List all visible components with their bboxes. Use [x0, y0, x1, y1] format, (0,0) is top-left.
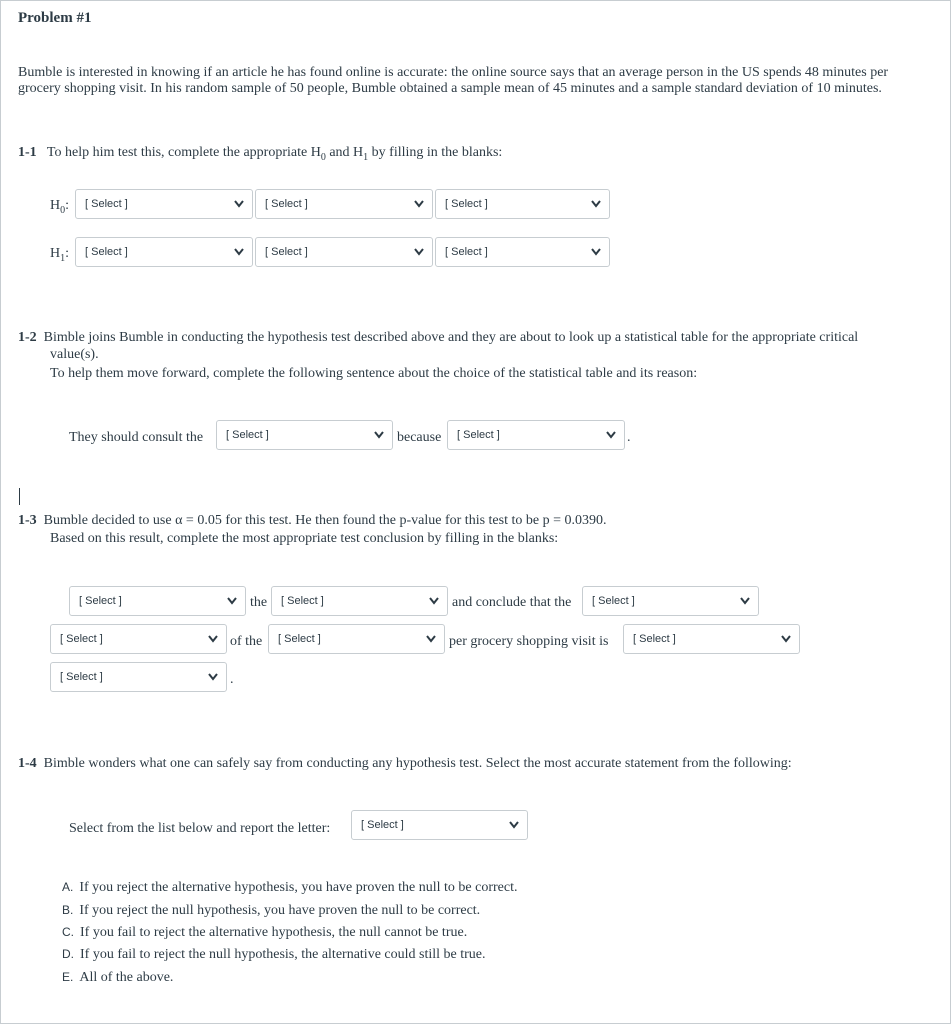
h0-select-3[interactable] — [435, 189, 610, 219]
option-c — [62, 925, 467, 941]
question-number: 1-1 — [18, 145, 37, 160]
because-label: because — [397, 430, 442, 445]
question-1-2-line3: To help them move forward, complete the following sentence about the choice of the statistical table and its reason: — [50, 366, 698, 381]
subscript: 0 — [60, 204, 66, 216]
consult-label: They should consult the — [69, 430, 204, 445]
h0-select-1[interactable] — [75, 189, 253, 219]
chevron-down-icon — [426, 635, 436, 643]
chevron-down-icon — [414, 248, 424, 256]
reason-select[interactable] — [447, 420, 625, 450]
chevron-down-icon — [374, 431, 384, 439]
subscript: 1 — [60, 252, 66, 264]
h1-select-1[interactable] — [75, 237, 253, 267]
table-select[interactable] — [216, 420, 393, 450]
select-placeholder: [ Select ] — [226, 429, 269, 441]
colon: : — [65, 246, 70, 261]
option-letter: A. — [62, 880, 74, 894]
subscript: 1 — [363, 151, 369, 163]
h1-select-2[interactable] — [255, 237, 433, 267]
parameter-select[interactable] — [582, 586, 759, 616]
period: . — [627, 430, 631, 445]
chevron-down-icon — [234, 248, 244, 256]
question-text: and H — [325, 145, 364, 160]
per-visit-label: per grocery shopping visit is — [449, 634, 609, 649]
chevron-down-icon — [591, 248, 601, 256]
question-1-4-heading — [18, 756, 792, 772]
population-select[interactable] — [268, 624, 445, 654]
chevron-down-icon — [781, 635, 791, 643]
letter-prompt: Select from the list below and report the letter: — [69, 821, 331, 836]
option-text: If you fail to reject the alternative hypothesis, the null cannot be true. — [80, 925, 468, 940]
question-number: 1-3 — [18, 513, 37, 528]
hypothesis-select[interactable] — [271, 586, 448, 616]
comparison-select[interactable] — [623, 624, 800, 654]
question-text: Bumble decided to use α = 0.05 for this test. He then found the p-value for this test to be p = 0.0390. — [43, 513, 607, 528]
chevron-down-icon — [208, 673, 218, 681]
chevron-down-icon — [208, 635, 218, 643]
h1-label — [50, 246, 69, 264]
option-text: If you reject the null hypothesis, you have proven the null to be correct. — [79, 903, 481, 918]
select-placeholder: [ Select ] — [592, 595, 635, 607]
option-letter: B. — [62, 903, 74, 917]
question-number: 1-2 — [18, 330, 37, 345]
select-placeholder: [ Select ] — [457, 429, 500, 441]
chevron-down-icon — [606, 431, 616, 439]
period: . — [230, 672, 234, 687]
select-placeholder: [ Select ] — [633, 633, 676, 645]
h0-select-2[interactable] — [255, 189, 433, 219]
problem-title: Problem #1 — [18, 10, 92, 26]
select-placeholder: [ Select ] — [265, 198, 308, 210]
question-text: by filling in the blanks: — [368, 145, 503, 160]
select-placeholder: [ Select ] — [85, 198, 128, 210]
h1-select-3[interactable] — [435, 237, 610, 267]
select-placeholder: [ Select ] — [265, 246, 308, 258]
problem-intro: Bumble is interested in knowing if an article he has found online is accurate: the online source says that an average person in the US spends 48 minutes per grocery shopping visit. In his random sample of 50 people, Bumble obtained a sample mean of 45 minutes and a sample standard deviation of 10 minutes. — [18, 65, 889, 96]
h0-label — [50, 198, 69, 216]
chevron-down-icon — [234, 200, 244, 208]
h-letter: H — [50, 246, 61, 261]
chevron-down-icon — [591, 200, 601, 208]
select-placeholder: [ Select ] — [361, 819, 404, 831]
chevron-down-icon — [414, 200, 424, 208]
question-number: 1-4 — [18, 756, 37, 771]
select-placeholder: [ Select ] — [281, 595, 324, 607]
option-text: All of the above. — [79, 970, 174, 985]
question-text: To help him test this, complete the appropriate H — [46, 145, 321, 160]
chevron-down-icon — [509, 821, 519, 829]
option-d — [62, 947, 486, 963]
option-letter: E. — [62, 970, 74, 984]
select-placeholder: [ Select ] — [278, 633, 321, 645]
statistic-select[interactable] — [50, 624, 227, 654]
select-placeholder: [ Select ] — [445, 198, 488, 210]
select-placeholder: [ Select ] — [79, 595, 122, 607]
letter-select[interactable] — [351, 810, 528, 840]
option-letter: C. — [62, 925, 74, 939]
h-letter: H — [50, 198, 61, 213]
question-text: Bimble wonders what one can safely say from conducting any hypothesis test. Select the most accurate statement from the following: — [43, 756, 792, 771]
chevron-down-icon — [429, 597, 439, 605]
chevron-down-icon — [227, 597, 237, 605]
option-b — [62, 903, 480, 919]
decision-select[interactable] — [69, 586, 246, 616]
chevron-down-icon — [740, 597, 750, 605]
select-placeholder: [ Select ] — [60, 671, 103, 683]
option-e — [62, 970, 173, 986]
option-text: If you reject the alternative hypothesis, you have proven the null to be correct. — [79, 880, 518, 895]
question-text: Bimble joins Bumble in conducting the hypothesis test described above and they are about to look up a statistical table for the appropriate critical — [43, 330, 859, 345]
value-select[interactable] — [50, 662, 227, 692]
question-1-3-line1 — [18, 513, 606, 529]
option-text: If you fail to reject the null hypothesis, the alternative could still be true. — [80, 947, 486, 962]
question-1-3-line2: Based on this result, complete the most appropriate test conclusion by filling in the blanks: — [50, 531, 559, 546]
option-a — [62, 880, 517, 896]
question-1-2-line1 — [18, 330, 858, 346]
colon: : — [65, 198, 70, 213]
question-1-2-line2: value(s). — [50, 347, 99, 362]
select-placeholder: [ Select ] — [85, 246, 128, 258]
select-placeholder: [ Select ] — [445, 246, 488, 258]
question-1-1-heading — [18, 145, 502, 163]
text-cursor — [19, 488, 20, 505]
select-placeholder: [ Select ] — [60, 633, 103, 645]
conclude-label: and conclude that the — [452, 595, 572, 610]
of-the-label: of the — [230, 634, 263, 649]
subscript: 0 — [320, 151, 326, 163]
option-letter: D. — [62, 947, 74, 961]
the-label: the — [250, 595, 268, 610]
